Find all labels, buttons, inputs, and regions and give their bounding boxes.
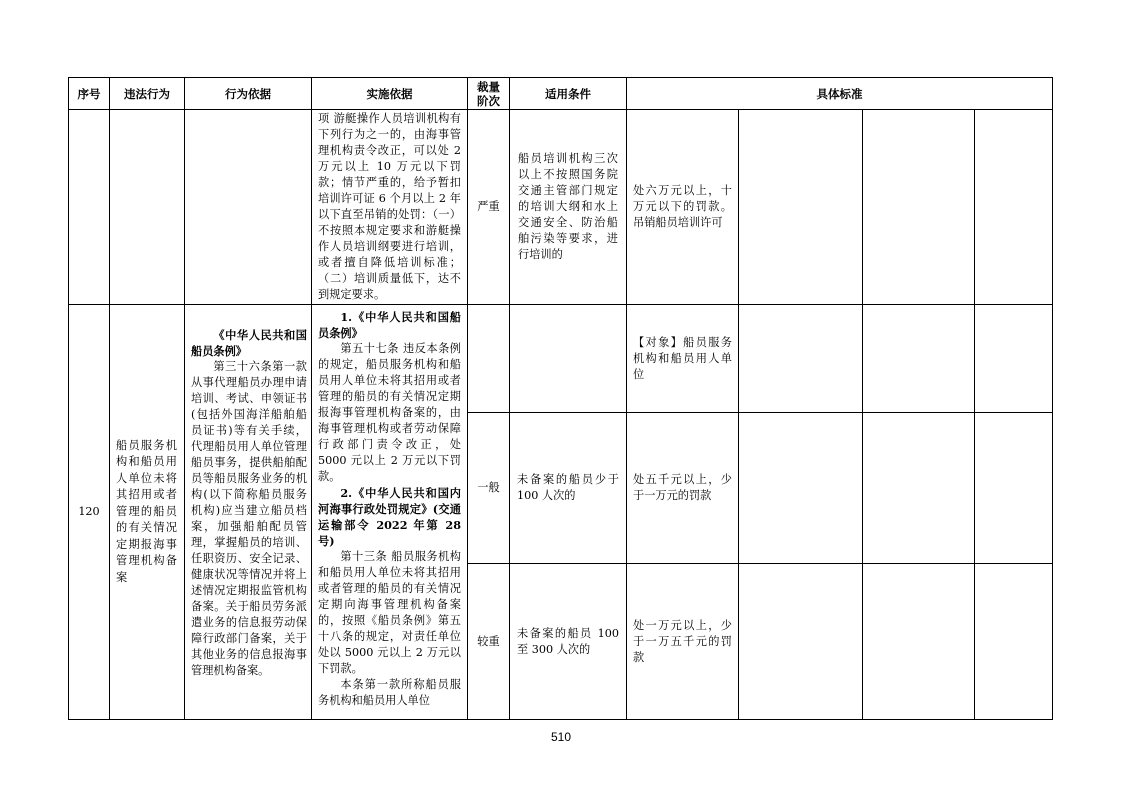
page-number: 510: [550, 730, 572, 744]
heavy-condition-cell: 未备案的船员 100 至 300 人次的: [510, 564, 627, 720]
prev-basis-cell: [185, 110, 312, 305]
header-basis: 行为依据: [185, 78, 312, 110]
heavy-empty-3: [975, 564, 1053, 720]
header-no: 序号: [69, 78, 110, 110]
table-row-120-target: [69, 305, 1053, 413]
header-impl: 实施依据: [312, 78, 468, 110]
general-empty-2: [863, 413, 975, 564]
target-empty-3: [975, 305, 1053, 413]
prev-no-cell: [69, 110, 110, 305]
impl-text-1: 第五十七条 违反本条例的规定，船员服务机构和船员用人单位未将其招用或者管理的船员的有关情况定期报海事管理机构备案的，由海事管理机构或者劳动保障行政部门责令改正，处 5000 元以上 2 万元以下罚款。: [318, 342, 461, 483]
target-cell: 【对象】船员服务机构和船员用人单位: [627, 305, 739, 413]
heavy-level-cell: 较重: [468, 564, 510, 720]
target-condition-cell: [510, 305, 627, 413]
header-standard: 具体标准: [627, 78, 1053, 110]
impl-title-1: 1.《中华人民共和国船员条例》: [318, 310, 461, 340]
basis-cell: [185, 305, 312, 720]
header-row: [69, 78, 1053, 110]
header-level: [468, 78, 510, 110]
penalty-standard-table: [68, 77, 1053, 720]
impl-cell: [312, 305, 468, 720]
basis-title: 《中华人民共和国船员条例》: [191, 328, 307, 358]
impl-title-2: 2.《中华人民共和国内河海事行政处罚规定》(交通运输部令 2022 年第 28 号): [318, 486, 461, 548]
violation-text: 船员服务机构和船员用人单位未将其招用或者管理的船员的有关情况定期报海事管理机构备案: [116, 438, 178, 584]
general-standard-cell: 处五千元以上，少于一万元的罚款: [627, 413, 739, 564]
row-no-cell: 120: [69, 305, 110, 720]
general-empty-3: [975, 413, 1053, 564]
heavy-empty-1: [739, 564, 863, 720]
general-level-cell: 一般: [468, 413, 510, 564]
header-violation: 违法行为: [110, 78, 185, 110]
general-condition-cell: 未备案的船员少于 100 人次的: [510, 413, 627, 564]
general-empty-1: [739, 413, 863, 564]
target-level-cell: [468, 305, 510, 413]
prev-violation-cell: [110, 110, 185, 305]
prev-empty-1: [739, 110, 863, 305]
violation-cell: [110, 305, 185, 720]
table-row-prev: [69, 110, 1053, 305]
prev-condition-cell: 船员培训机构三次以上不按照国务院交通主管部门规定的培训大纲和水上交通安全、防治船舶污染等要求，进行培训的: [510, 110, 627, 305]
impl-text-2: 第十三条 船员服务机构和船员用人单位未将其招用或者管理的船员的有关情况定期向海事管理机构备案的，按照《船员条例》第五十八条的规定，对责任单位处以 5000 元以上 2 万元以下罚款。: [318, 550, 461, 675]
prev-standard-cell: 处六万元以上，十万元以下的罚款。吊销船员培训许可: [627, 110, 739, 305]
impl-text-3: 本条第一款所称船员服务机构和船员用人单位: [318, 678, 461, 707]
target-empty-2: [863, 305, 975, 413]
prev-empty-2: [863, 110, 975, 305]
prev-empty-3: [975, 110, 1053, 305]
heavy-empty-2: [863, 564, 975, 720]
header-level-text: 裁量阶次: [476, 79, 500, 108]
heavy-standard-cell: 处一万元以上，少于一万五千元的罚款: [627, 564, 739, 720]
prev-level-cell: 严重: [468, 110, 510, 305]
target-empty-1: [739, 305, 863, 413]
prev-impl-cell: 项 游艇操作人员培训机构有下列行为之一的，由海事管理机构责令改正，可以处 2 万元以上 10 万元以下罚款；情节严重的，给予暂扣培训许可证 6 个月以上 2 年以下直至吊销的处罚：（一）不按照本规定要求和游艇操作人员培训纲要进行培训，或者擅自降低培训标准；（二）培训质量低下，达不到规定要求。: [312, 110, 468, 305]
basis-text: 第三十六条第一款 从事代理船员办理申请培训、考试、申领证书(包括外国海洋船舶船员证书)等有关手续，代理船员用人单位管理船员事务，提供船舶配员等船员服务业务的机构(以下简称船员服务机构)应当建立船员档案，加强船舶配员管理，掌握船员的培训、任职资历、安全记录、健康状况等情况并将上述情况定期报监管机构备案。关于船员劳务派遣业务的信息报劳动保障行政部门备案，关于其他业务的信息报海事管理机构备案。: [191, 360, 307, 677]
header-condition: 适用条件: [510, 78, 627, 110]
